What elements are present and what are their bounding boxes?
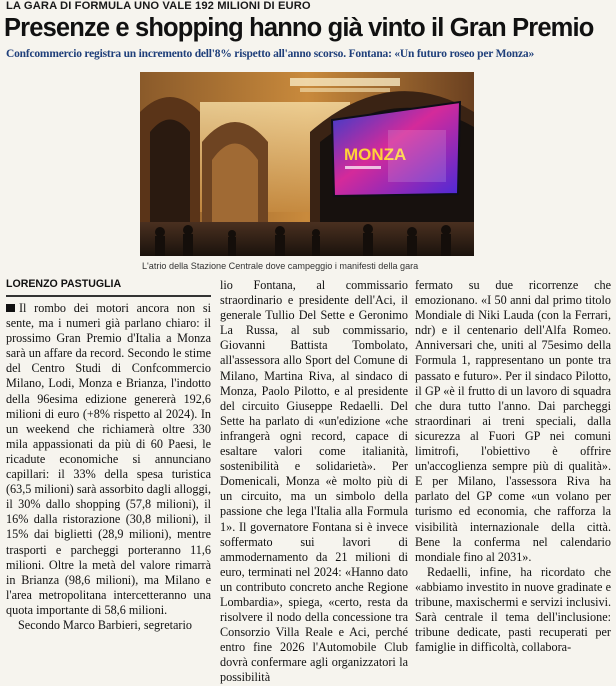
lead-square-icon (6, 304, 15, 312)
article-column-2 (220, 278, 408, 686)
paragraph (6, 301, 211, 618)
photo-screen-text: MONZA (344, 145, 407, 164)
article-column-1 (6, 278, 211, 633)
paragraph: fermato su due ricorrenze che emozionano. «I 50 anni dal primo titolo Mondiale di Niki Lauda (con la Ferrari, ndr) e il centenario dell'Alfa Romeo. Anniversari che, uniti al 75esimo della Formula 1, rappresentano un ponte tra passato e futuro». Per il sindaco Pilotto, il GP «è il frutto di un lavoro di squadra che dura tutto l'anno. Dai parcheggi straordinari ai treni speciali, dalla sicurezza al Fuori GP nei comuni limitrofi, l'obiettivo è offrire un'accoglienza sempre più di qualità». E per Milano, l'assessora Riva ha parlato del GP come «un volano per turismo ed economia, che rafforza la visibilità internazionale della città. Bene la conferma nel calendario mondiale fino al 2031». (415, 278, 611, 564)
article-column-3 (415, 278, 611, 655)
paragraph: Redaelli, infine, ha ricordato che «abbiamo investito in nuove gradinate e tribune, maxischermi e servizi inclusivi. Sarà centrale il tema dell'inclusione: tribune dedicate, pasti recuperati per famiglie in difficoltà, collabora- (415, 564, 611, 655)
paragraph: Secondo Marco Barbieri, segretario (18, 617, 192, 632)
byline: LORENZO PASTUGLIA (6, 278, 122, 290)
paragraph: lio Fontana, al commissario straordinario e presidente dell'Aci, il generale Tullio Del Sette e Geronimo La Russa, al sub commissario, Giovanni Battista Tombolato, all'assessora allo Sport del Comune di Milano, Martina Riva, al sindaco di Monza, Paolo Pilotto, e al presidente del circuito Giuseppe Redaelli. Del Sette ha parlato di «un'edizione «che infrangerà ogni record, capace di esaltare valori come italianità, sostenibilità e solidarietà». Per Domenicali, Monza «è molto più di un circuito, ma un simbolo della passione che lega l'Italia alla Formula 1». Il governatore Fontana si è invece soffermato sui lavori di ammodernamento da 21 milioni di euro, terminati nel 2024: «Hanno dato un contributo concreto anche Regione Lombardia», spiega, «certo, resta da risolvere il nodo della concessione tra Consorzio Villa Reale e Aci, perché entro fine 2026 l'Automobile Club dovrà confermare agli organizzatori la possibilità (220, 278, 408, 685)
article-photo (140, 72, 474, 256)
kicker: LA GARA DI FORMULA UNO VALE 192 MILIONI DI EURO (6, 0, 311, 12)
byline-rule (6, 295, 211, 297)
subheadline: Confcommercio registra un incremento dell'8% rispetto all'anno scorso. Fontana: «Un futuro roseo per Monza» (6, 48, 535, 60)
paragraph-text: Il rombo dei motori ancora non si sente, ma i numeri già parlano chiaro: il prossimo Gran Premio d'Italia a Monza sarà un affare da record. Secondo le stime del Centro Studi di Confcommercio Milano, Lodi, Monza e Brianza, l'indotto della 96esima edizione genererà 192,6 milioni di euro (+8% rispetto al 2024). In un weekend che richiamerà oltre 330 mila appassionati da più di 60 Paesi, le ricadute economiche si annunciano capillari: il 33% della spesa turistica (63,5 milioni) sarà assorbito dagli alloggi, il 30% dallo shopping (57,8 milioni), il 16% dalla ristorazione (30,8 milioni), il 15% dai biglietti (28,9 milioni), mentre trasporti e parcheggi porteranno 11,6 milioni. Oltre la metà del valore rimarrà in Brianza (98,6 milioni), ma Milano e l'area metropolitana intercetteranno una quota importante di 58,6 milioni. (6, 301, 211, 617)
headline: Presenze e shopping hanno già vinto il Gran Premio (4, 14, 594, 42)
photo-caption: L'atrio della Stazione Centrale dove campeggio i manifesti della gara (142, 261, 419, 271)
